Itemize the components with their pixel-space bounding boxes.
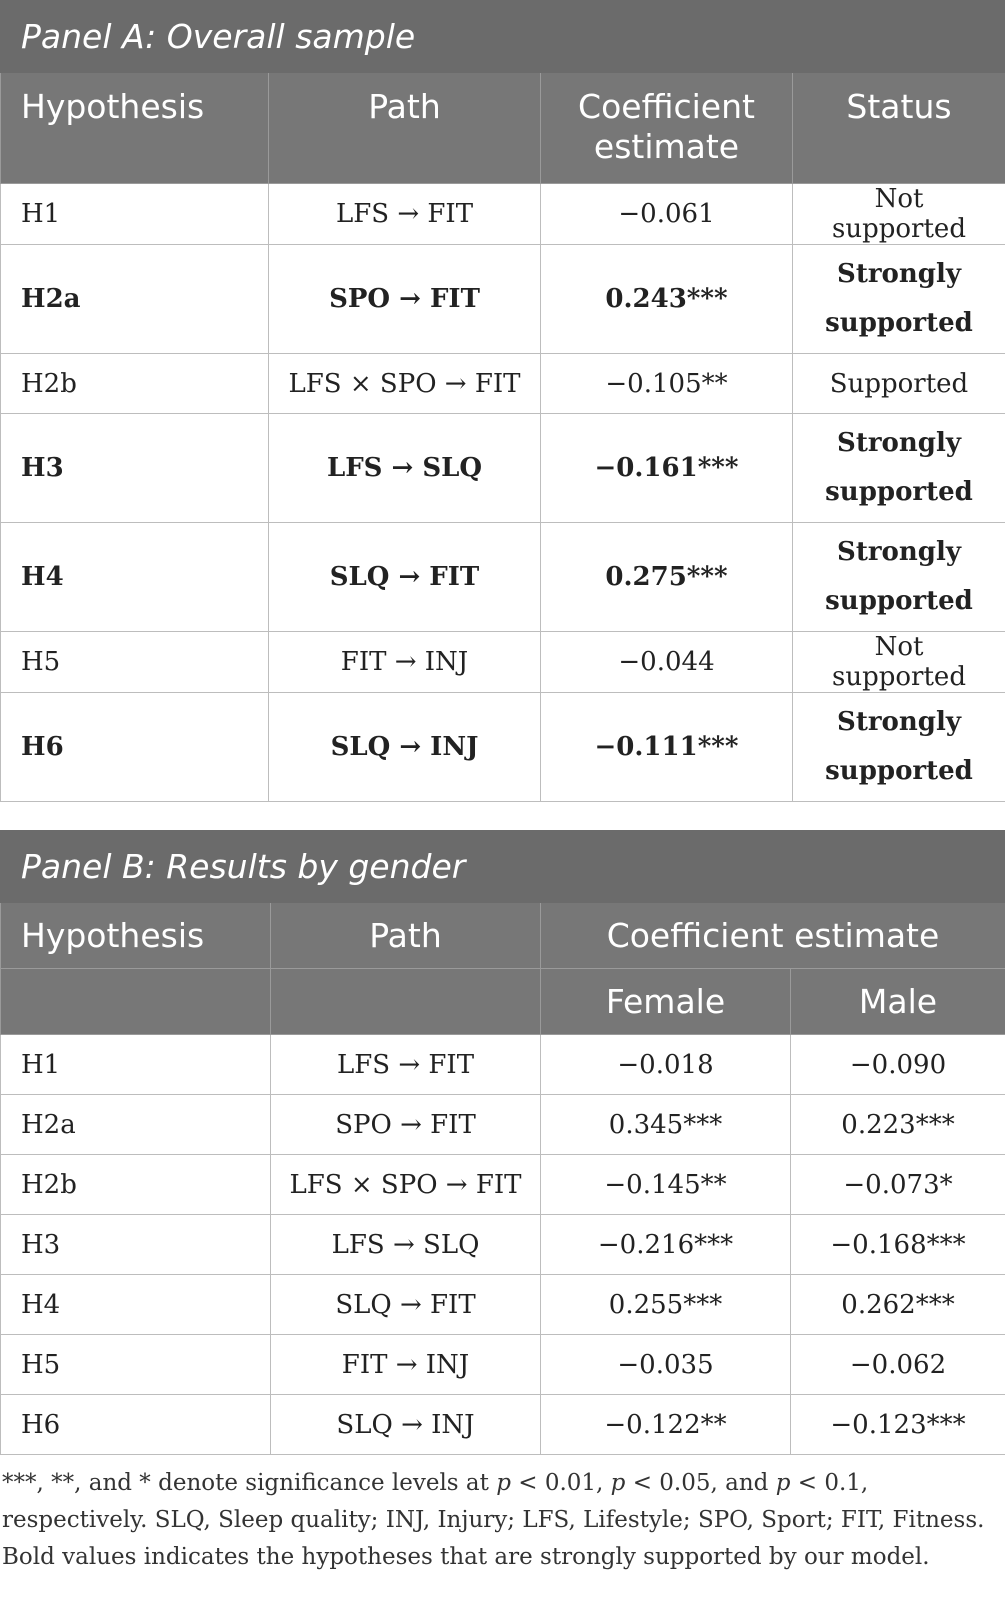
header-path: Path xyxy=(269,73,541,184)
status-line1: Strongly xyxy=(837,537,961,567)
female-cell: −0.145** xyxy=(541,1155,791,1215)
footnote-p2: p xyxy=(610,1470,626,1496)
coefficient-cell: −0.105** xyxy=(541,354,793,414)
status-cell xyxy=(793,523,1005,632)
status-line2: supported xyxy=(825,477,973,507)
hypothesis-cell: H6 xyxy=(1,1395,271,1455)
panel-b-body xyxy=(1,1035,1005,1455)
footnote-part1: ***, **, and * denote significance levels at xyxy=(2,1470,497,1496)
footnote-part3: < 0.05, and xyxy=(625,1470,776,1496)
female-cell: −0.018 xyxy=(541,1035,791,1095)
hypothesis-cell: H2b xyxy=(1,354,269,414)
male-cell: −0.062 xyxy=(791,1335,1005,1395)
status-line1: Supported xyxy=(829,368,969,399)
coefficient-cell: −0.111*** xyxy=(541,693,793,802)
status-line2: supported xyxy=(825,308,973,338)
male-cell: −0.090 xyxy=(791,1035,1005,1095)
table-footnote xyxy=(0,1455,1005,1576)
footnote-p3: p xyxy=(775,1470,791,1496)
path-cell: SLQ → FIT xyxy=(269,523,541,632)
status-cell xyxy=(793,354,1005,414)
table-row xyxy=(1,414,1005,523)
coefficient-cell: 0.275*** xyxy=(541,523,793,632)
status-line1: Not supported xyxy=(832,184,966,244)
hypothesis-cell: H5 xyxy=(1,1335,271,1395)
status-cell xyxy=(793,414,1005,523)
coefficient-cell: 0.243*** xyxy=(541,245,793,354)
hypothesis-cell: H5 xyxy=(1,632,269,693)
header-path-b: Path xyxy=(271,903,541,969)
path-cell: SLQ → INJ xyxy=(271,1395,541,1455)
header-coefficient xyxy=(541,73,793,184)
male-cell: −0.123*** xyxy=(791,1395,1005,1455)
path-cell: SPO → FIT xyxy=(271,1095,541,1155)
hypothesis-cell: H1 xyxy=(1,184,269,245)
footnote-part2: < 0.01, xyxy=(510,1470,611,1496)
table-row xyxy=(1,184,1005,245)
panel-a-body xyxy=(1,184,1005,802)
table-row xyxy=(1,1215,1005,1275)
header-blank-1 xyxy=(1,969,271,1035)
male-cell: −0.073* xyxy=(791,1155,1005,1215)
path-cell: SLQ → INJ xyxy=(269,693,541,802)
footnote-part4: < 0.1, respectively. SLQ, Sleep quality; INJ, Injury; LFS, Lifestyle; SPO, Sport; FIT, Fitness. Bold values indicates the hypotheses that are strongly supported by our model. xyxy=(2,1470,985,1570)
path-cell: LFS → SLQ xyxy=(269,414,541,523)
hypothesis-cell: H1 xyxy=(1,1035,271,1095)
table-row xyxy=(1,1275,1005,1335)
status-cell xyxy=(793,632,1005,693)
header-coefficient-line1: Coefficient xyxy=(578,87,755,126)
header-status: Status xyxy=(793,73,1005,184)
status-line1: Strongly xyxy=(837,428,961,458)
footnote-p1: p xyxy=(496,1470,511,1496)
status-cell xyxy=(793,245,1005,354)
table-row xyxy=(1,693,1005,802)
panel-a-table xyxy=(0,0,1005,802)
header-male: Male xyxy=(791,969,1005,1035)
table-row xyxy=(1,1335,1005,1395)
female-cell: −0.216*** xyxy=(541,1215,791,1275)
coefficient-cell: −0.161*** xyxy=(541,414,793,523)
male-cell: −0.168*** xyxy=(791,1215,1005,1275)
table-row xyxy=(1,354,1005,414)
path-cell: FIT → INJ xyxy=(269,632,541,693)
hypothesis-cell: H2a xyxy=(1,245,269,354)
panel-b-table xyxy=(0,830,1005,1455)
table-row xyxy=(1,1395,1005,1455)
female-cell: 0.255*** xyxy=(541,1275,791,1335)
path-cell: LFS × SPO → FIT xyxy=(269,354,541,414)
hypothesis-cell: H3 xyxy=(1,1215,271,1275)
status-cell xyxy=(793,184,1005,245)
header-female: Female xyxy=(541,969,791,1035)
path-cell: SPO → FIT xyxy=(269,245,541,354)
status-line1: Strongly xyxy=(837,707,961,737)
male-cell: 0.223*** xyxy=(791,1095,1005,1155)
path-cell: LFS → FIT xyxy=(269,184,541,245)
table-row xyxy=(1,1095,1005,1155)
path-cell: FIT → INJ xyxy=(271,1335,541,1395)
female-cell: −0.035 xyxy=(541,1335,791,1395)
header-blank-2 xyxy=(271,969,541,1035)
header-hypothesis-b: Hypothesis xyxy=(1,903,271,969)
hypothesis-cell: H3 xyxy=(1,414,269,523)
status-cell xyxy=(793,693,1005,802)
table-row xyxy=(1,1035,1005,1095)
status-line2: supported xyxy=(825,586,973,616)
path-cell: SLQ → FIT xyxy=(271,1275,541,1335)
hypothesis-cell: H6 xyxy=(1,693,269,802)
female-cell: 0.345*** xyxy=(541,1095,791,1155)
status-line2: supported xyxy=(825,756,973,786)
female-cell: −0.122** xyxy=(541,1395,791,1455)
path-cell: LFS → FIT xyxy=(271,1035,541,1095)
status-line1: Strongly xyxy=(837,259,961,289)
table-row xyxy=(1,1155,1005,1215)
table-row xyxy=(1,245,1005,354)
male-cell: 0.262*** xyxy=(791,1275,1005,1335)
status-line1: Not supported xyxy=(832,632,966,692)
coefficient-cell: −0.061 xyxy=(541,184,793,245)
path-cell: LFS → SLQ xyxy=(271,1215,541,1275)
table-row xyxy=(1,632,1005,693)
path-cell: LFS × SPO → FIT xyxy=(271,1155,541,1215)
header-coefficient-line2: estimate xyxy=(593,127,740,166)
panel-a-title: Panel A: Overall sample xyxy=(1,1,1005,73)
hypothesis-cell: H4 xyxy=(1,523,269,632)
header-hypothesis: Hypothesis xyxy=(1,73,269,184)
hypothesis-cell: H2a xyxy=(1,1095,271,1155)
panel-b-title: Panel B: Results by gender xyxy=(1,831,1005,903)
header-coefficient-b: Coefficient estimate xyxy=(541,903,1005,969)
hypothesis-cell: H2b xyxy=(1,1155,271,1215)
coefficient-cell: −0.044 xyxy=(541,632,793,693)
table-row xyxy=(1,523,1005,632)
hypothesis-cell: H4 xyxy=(1,1275,271,1335)
